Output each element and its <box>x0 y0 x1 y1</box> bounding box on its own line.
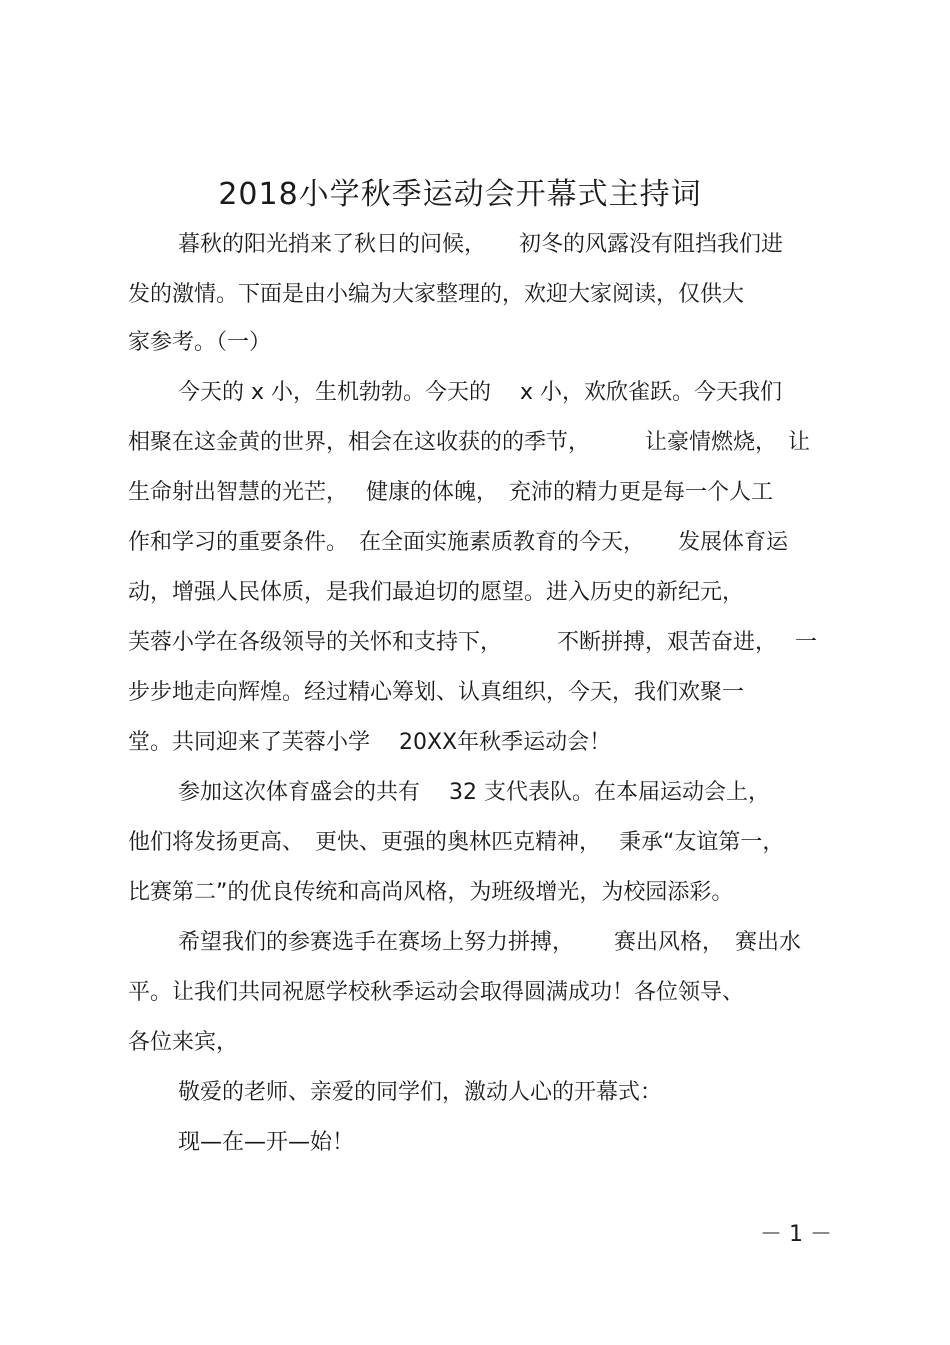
paragraph-line: 希望我们的参赛选手在赛场上努力拼搏， 赛出风格， 赛出水 <box>178 930 801 955</box>
paragraph-line: 平。让我们共同祝愿学校秋季运动会取得圆满成功！各位领导、 <box>128 980 745 1005</box>
paragraph-line: 比赛第二”的优良传统和高尚风格，为班级增光，为校园添彩。 <box>128 880 734 905</box>
paragraph-line: 各位来宾， <box>128 1030 239 1055</box>
paragraph-line: 今天的 x 小，生机勃勃。今天的 x 小，欢欣雀跃。今天我们 <box>178 380 783 405</box>
document-title: 2018小学秋季运动会开幕式主持词 <box>218 177 702 212</box>
paragraph-line: 暮秋的阳光捎来了秋日的问候， 初冬的风露没有阻挡我们进 <box>178 232 784 257</box>
paragraph-line: 相聚在这金黄的世界，相会在这收获的的季节， 让豪情燃烧， 让 <box>128 430 811 455</box>
paragraph-line: 参加这次体育盛会的共有 32 支代表队。在本届运动会上， <box>178 780 770 805</box>
paragraph-line: 现—在—开—始！ <box>178 1130 355 1155</box>
paragraph-line: 生命射出智慧的光芒， 健康的体魄， 充沛的精力更是每一个人工 <box>128 480 773 505</box>
paragraph-line: 他们将发扬更高、 更快、更强的奥林匹克精神， 秉承“友谊第一， <box>128 830 785 855</box>
paragraph-line: 芙蓉小学在各级领导的关怀和支持下， 不断拼搏，艰苦奋进， 一 <box>128 630 817 655</box>
paragraph-line: 动，增强人民体质，是我们最迫切的愿望。进入历史的新纪元， <box>128 580 745 605</box>
paragraph-line: 作和学习的重要条件。 在全面实施素质教育的今天， 发展体育运 <box>128 530 789 555</box>
paragraph-line: 步步地走向辉煌。经过精心筹划、认真组织，今天，我们欢聚一 <box>128 680 745 705</box>
paragraph-line: 发的激情。下面是由小编为大家整理的，欢迎大家阅读，仅供大 <box>128 282 745 307</box>
page-number: － 1 － <box>760 1222 832 1247</box>
paragraph-line: 敬爱的老师、亲爱的同学们，激动人心的开幕式： <box>178 1080 663 1105</box>
paragraph-line: 堂。共同迎来了芙蓉小学 20XX年秋季运动会！ <box>128 730 612 755</box>
paragraph-line: 家参考。（一） <box>128 330 272 355</box>
